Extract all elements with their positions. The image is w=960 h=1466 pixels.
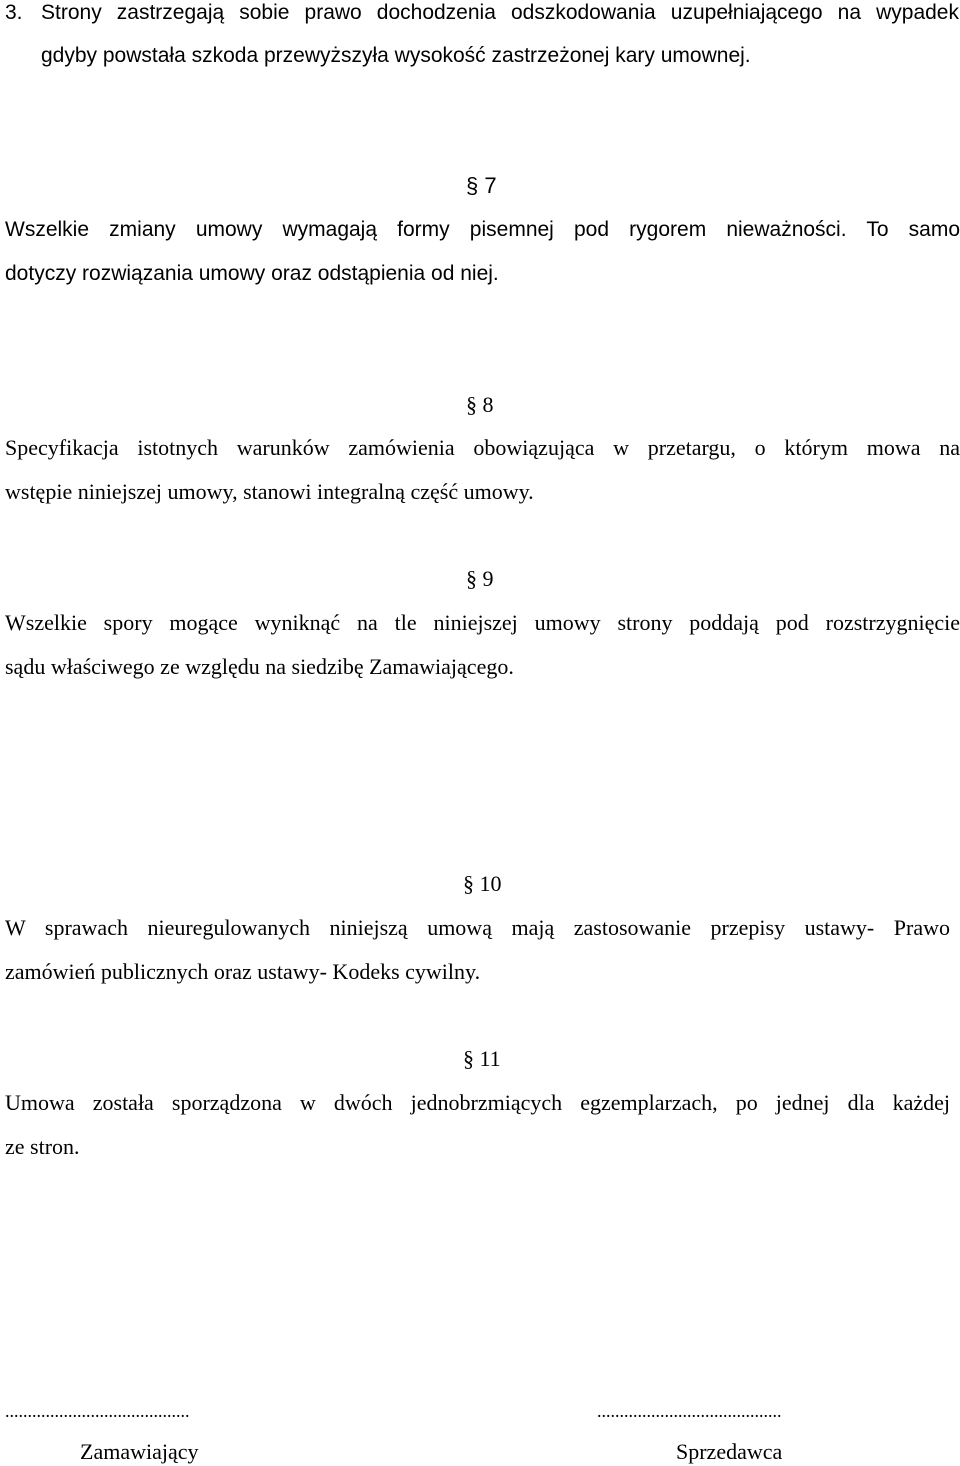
section-11-heading: § 11 — [463, 1046, 501, 1071]
section-7-line-2: dotyczy rozwiązania umowy oraz odstąpienia od niej. — [5, 262, 499, 285]
section-9-heading: § 9 — [466, 566, 494, 591]
section-8-heading: § 8 — [466, 392, 494, 417]
section-9-line-2: sądu właściwego ze względu na siedzibę Zamawiającego. — [5, 654, 514, 679]
section-7-line-1: Wszelkie zmiany umowy wymagają formy pisemnej pod rygorem nieważności. To samo — [5, 218, 960, 241]
section-11-line-1: Umowa została sporządzona w dwóch jednobrzmiących egzemplarzach, po jednej dla każdej — [5, 1090, 950, 1115]
clause-3-line-1: Strony zastrzegają sobie prawo dochodzenia odszkodowania uzupełniającego na wypadek — [41, 1, 959, 24]
section-8-line-1: Specyfikacja istotnych warunków zamówienia obowiązująca w przetargu, o którym mowa na — [5, 435, 960, 460]
signature-label-seller: Sprzedawca — [676, 1439, 783, 1464]
section-10-heading: § 10 — [463, 871, 502, 896]
section-7-heading: § 7 — [466, 173, 497, 198]
section-11-line-2: ze stron. — [5, 1134, 80, 1159]
section-10-line-2: zamówień publicznych oraz ustawy- Kodeks cywilny. — [5, 959, 481, 984]
clause-3-number: 3. — [5, 1, 23, 24]
section-9-line-1: Wszelkie spory mogące wyniknąć na tle niniejszej umowy strony poddają pod rozstrzygnięcie — [5, 610, 960, 635]
signature-line-seller: ......................................... — [597, 1401, 782, 1421]
section-10-line-1: W sprawach nieuregulowanych niniejszą umową mają zastosowanie przepisy ustawy- Prawo — [5, 915, 950, 940]
signature-line-buyer: ......................................... — [5, 1401, 190, 1421]
signature-label-buyer: Zamawiający — [80, 1439, 199, 1464]
clause-3-line-2: gdyby powstała szkoda przewyższyła wysokość zastrzeżonej kary umownej. — [41, 44, 751, 67]
section-8-line-2: wstępie niniejszej umowy, stanowi integralną część umowy. — [5, 479, 534, 504]
